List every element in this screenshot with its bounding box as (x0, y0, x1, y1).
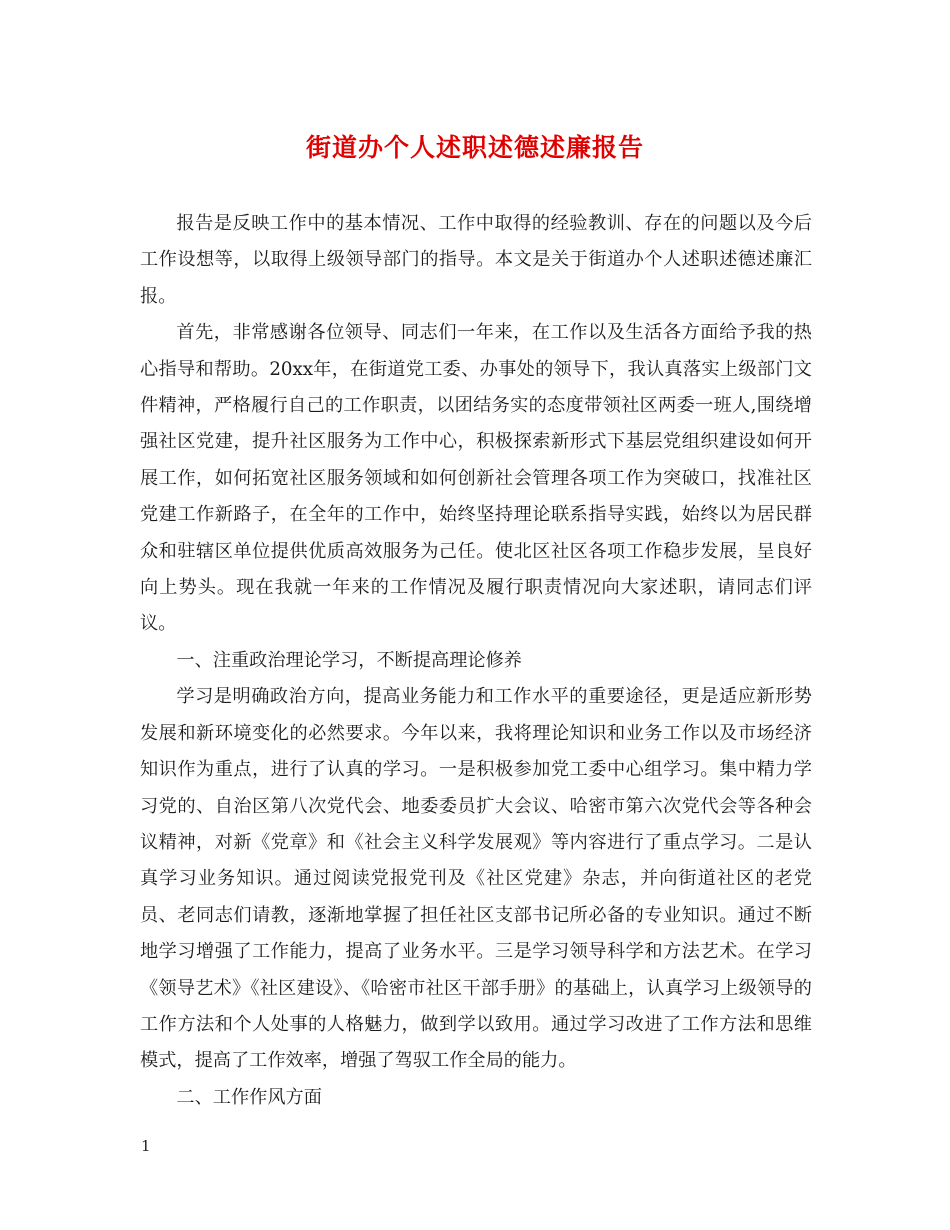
page-number: 1 (141, 1137, 151, 1155)
opening-paragraph: 首先，非常感谢各位领导、同志们一年来，在工作以及生活各方面给予我的热心指导和帮助。20xx年，在街道党工委、办事处的领导下，我认真落实上级部门文件精神，严格履行自己的工作职责，以团结务实的态度带领社区两委一班人,围绕增强社区党建，提升社区服务为工作中心，积极探索新形式下基层党组织建设如何开展工作，如何拓宽社区服务领域和如何创新社会管理各项工作为突破口，找准社区党建工作新路子，在全年的工作中，始终坚持理论联系指导实践，始终以为居民群众和驻辖区单位提供优质高效服务为己任。使北区社区各项工作稳步发展，呈良好向上势头。现在我就一年来的工作情况及履行职责情况向大家述职，请同志们评议。 (140, 322, 812, 635)
section-heading-2: 二、工作作风方面 (176, 1086, 322, 1108)
section-1-paragraph: 学习是明确政治方向，提高业务能力和工作水平的重要途径，更是适应新形势发展和新环境变化的必然要求。今年以来，我将理论知识和业务工作以及市场经济知识作为重点，进行了认真的学习。一是积极参加党工委中心组学习。集中精力学习党的、自治区第八次党代会、地委委员扩大会议、哈密市第六次党代会等各种会议精神，对新《党章》和《社会主义科学发展观》等内容进行了重点学习。二是认真学习业务知识。通过阅读党报党刊及《社区党建》杂志，并向街道社区的老党员、老同志们请教，逐渐地掌握了担任社区支部书记所必备的专业知识。通过不断地学习增强了工作能力，提高了业务水平。三是学习领导科学和方法艺术。在学习《领导艺术》《社区建设》、《哈密市社区干部手册》的基础上，认真学习上级领导的工作方法和个人处事的人格魅力，做到学以致用。通过学习改进了工作方法和思维模式，提高了工作效率，增强了驾驭工作全局的能力。 (140, 686, 812, 1072)
document-body (140, 206, 812, 1116)
intro-paragraph: 报告是反映工作中的基本情况、工作中取得的经验教训、存在的问题以及今后工作设想等，以取得上级领导部门的指导。本文是关于街道办个人述职述德述廉汇报。 (140, 213, 812, 307)
section-heading-1: 一、注重政治理论学习，不断提高理论修养 (176, 649, 522, 671)
document-title: 街道办个人述职述德述廉报告 (305, 133, 644, 162)
